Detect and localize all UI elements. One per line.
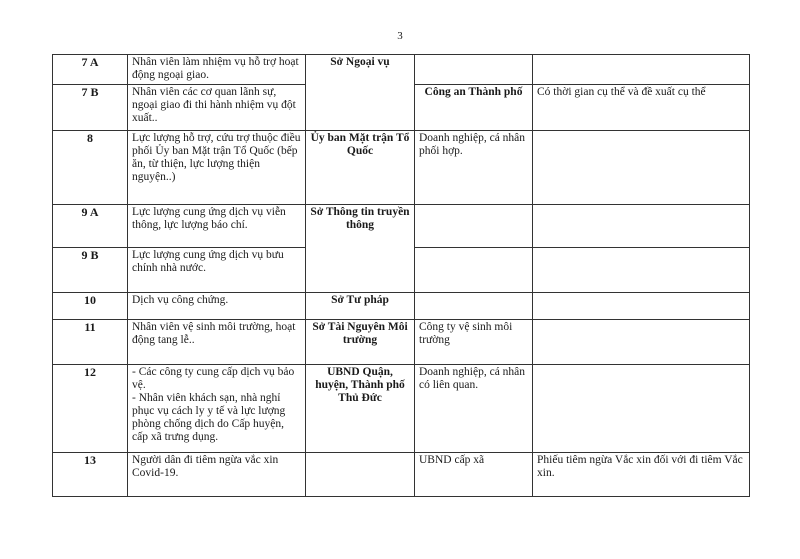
lead-agency: UBND Quận, huyện, Thành phố Thủ Đức [306, 365, 415, 453]
coop-cell: Doanh nghiệp, cá nhân phối hợp. [415, 131, 533, 205]
row-description: Nhân viên làm nhiệm vụ hỗ trợ hoạt động ngoại giao. [128, 55, 306, 85]
coop-cell: UBND cấp xã [415, 453, 533, 497]
table-row [53, 365, 750, 453]
lead-agency: Sở Tư pháp [306, 293, 415, 320]
lead-agency [306, 453, 415, 497]
note-cell [533, 320, 750, 365]
table-row [53, 55, 750, 85]
lead-agency: Sở Thông tin truyền thông [306, 205, 415, 293]
table-row [53, 293, 750, 320]
table-row [53, 131, 750, 205]
row-number: 12 [53, 365, 128, 453]
document-table [52, 54, 750, 497]
note-cell: Có thời gian cụ thể và đề xuất cụ thể [533, 85, 750, 131]
lead-agency: Sở Ngoại vụ [306, 55, 415, 131]
lead-agency: Sở Tài Nguyên Môi trường [306, 320, 415, 365]
row-number: 9 B [53, 248, 128, 293]
coop-cell [415, 293, 533, 320]
coop-cell [415, 205, 533, 248]
row-description: Dịch vụ công chứng. [128, 293, 306, 320]
row-description: Lực lượng cung ứng dịch vụ viễn thông, lực lượng báo chí. [128, 205, 306, 248]
coop-cell [415, 55, 533, 85]
lead-agency: Ủy ban Mặt trận Tổ Quốc [306, 131, 415, 205]
table-row [53, 320, 750, 365]
row-number: 11 [53, 320, 128, 365]
page-number: 3 [397, 30, 403, 42]
row-number: 13 [53, 453, 128, 497]
row-description: Lực lượng hỗ trợ, cứu trợ thuộc điều phối Ủy ban Mặt trận Tổ Quốc (bếp ăn, từ thiện, lực lượng thiện nguyện..) [128, 131, 306, 205]
table-row [53, 453, 750, 497]
coop-cell: Công ty vệ sinh môi trường [415, 320, 533, 365]
row-description: Lực lượng cung ứng dịch vụ bưu chính nhà nước. [128, 248, 306, 293]
row-number: 8 [53, 131, 128, 205]
note-cell [533, 293, 750, 320]
row-description: Người dân đi tiêm ngừa vắc xin Covid-19. [128, 453, 306, 497]
coop-agency: Công an Thành phố [415, 85, 533, 131]
row-description: Nhân viên vệ sinh môi trường, hoạt động tang lễ.. [128, 320, 306, 365]
note-cell [533, 248, 750, 293]
row-description: - Các công ty cung cấp dịch vụ bảo vệ. - Nhân viên khách sạn, nhà nghỉ phục vụ cách ly y tế và lực lượng phòng chống dịch do Cấp huyện, cấp xã trưng dụng. [128, 365, 306, 453]
row-description: Nhân viên các cơ quan lãnh sự, ngoại giao đi thi hành nhiệm vụ đột xuất.. [128, 85, 306, 131]
row-number: 7 A [53, 55, 128, 85]
note-cell [533, 131, 750, 205]
coop-cell: Doanh nghiệp, cá nhân có liên quan. [415, 365, 533, 453]
row-number: 9 A [53, 205, 128, 248]
note-cell: Phiếu tiêm ngừa Vắc xin đối với đi tiêm Vắc xin. [533, 453, 750, 497]
table-row [53, 205, 750, 248]
row-number: 7 B [53, 85, 128, 131]
note-cell [533, 365, 750, 453]
row-number: 10 [53, 293, 128, 320]
note-cell [533, 205, 750, 248]
coop-cell [415, 248, 533, 293]
note-cell [533, 55, 750, 85]
